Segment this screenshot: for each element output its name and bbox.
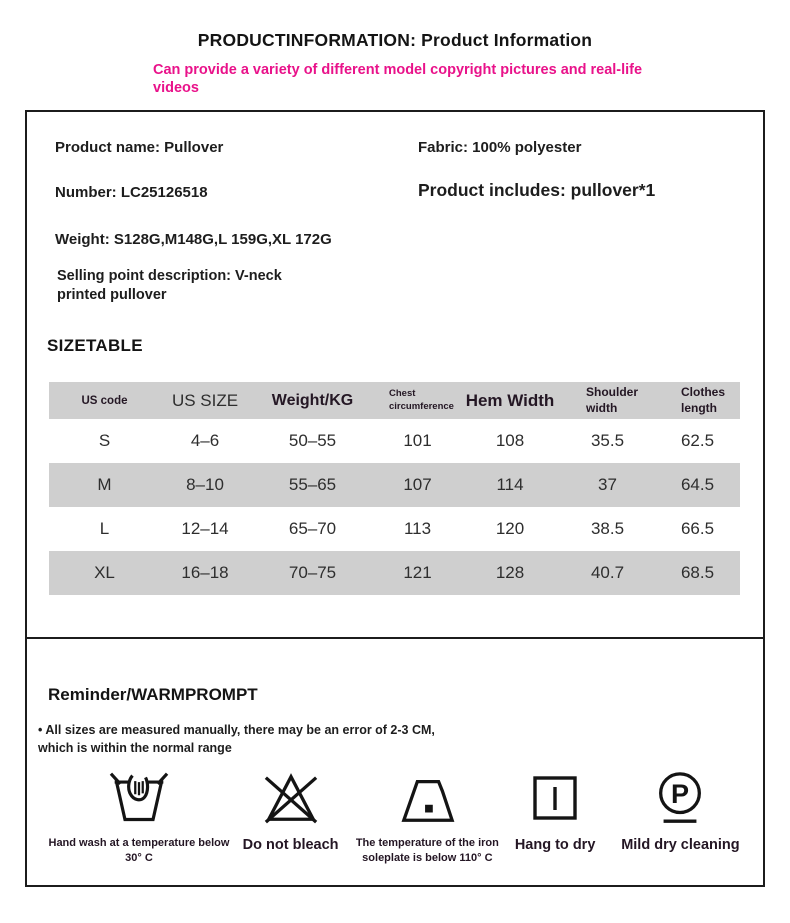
table-cell: M bbox=[97, 475, 112, 494]
column-header-shoulder: Shoulder width bbox=[586, 384, 639, 415]
reminder-box bbox=[25, 637, 765, 887]
table-cell: 62.5 bbox=[680, 431, 715, 450]
reminder-note: • All sizes are measured manually, there may be an error of 2-3 CM, which is within the normal range bbox=[38, 723, 435, 756]
hang-to-dry-icon bbox=[527, 769, 583, 827]
table-row-m bbox=[49, 463, 740, 507]
size-table bbox=[49, 382, 740, 595]
table-cell: 70–75 bbox=[288, 563, 337, 582]
table-cell: 113 bbox=[403, 519, 432, 538]
table-cell: 35.5 bbox=[590, 431, 625, 450]
table-cell: 128 bbox=[495, 563, 525, 582]
column-header-hem: Hem Width bbox=[465, 390, 555, 410]
table-cell: 55–65 bbox=[288, 475, 337, 494]
care-item-mild-dry-cleaning bbox=[606, 769, 755, 856]
care-label: Do not bleach bbox=[242, 837, 339, 853]
page-title: PRODUCTINFORMATION: Product Information bbox=[197, 30, 593, 50]
care-item-hand-wash bbox=[47, 769, 231, 866]
table-cell: 37 bbox=[598, 475, 617, 494]
page-subtitle: Can provide a variety of different model copyright pictures and real-life videos bbox=[153, 62, 643, 96]
table-cell: 64.5 bbox=[680, 475, 715, 494]
table-cell: 65–70 bbox=[288, 519, 337, 538]
size-table-heading: SIZETABLE bbox=[47, 336, 143, 355]
hand-wash-icon bbox=[106, 769, 172, 827]
table-cell: 66.5 bbox=[680, 519, 715, 538]
table-cell: 16–18 bbox=[181, 563, 229, 582]
product-weight: Weight: S128G,M148G,L 159G,XL 172G bbox=[55, 231, 332, 248]
table-cell: 68.5 bbox=[680, 563, 715, 582]
iron-low-temp-icon bbox=[396, 769, 458, 827]
table-row-s bbox=[49, 419, 740, 463]
column-header-length: Clothes length bbox=[681, 384, 726, 415]
table-cell: XL bbox=[94, 563, 115, 582]
table-cell: 108 bbox=[495, 431, 525, 450]
product-fabric: Fabric: 100% polyester bbox=[418, 139, 582, 156]
column-header-weight: Weight/KG bbox=[271, 391, 354, 409]
svg-text:P: P bbox=[671, 778, 690, 809]
care-item-hang-to-dry bbox=[504, 769, 605, 856]
table-cell: 101 bbox=[403, 431, 432, 450]
column-header-us-size: US SIZE bbox=[171, 390, 239, 410]
table-cell: 38.5 bbox=[590, 519, 625, 538]
care-label: The temperature of the iron soleplate is below 110° C bbox=[355, 837, 499, 864]
column-header-us-code: US code bbox=[81, 394, 128, 407]
product-name: Product name: Pullover bbox=[55, 139, 224, 156]
product-selling-point: Selling point description: V-neck printed pullover bbox=[57, 268, 282, 303]
table-cell: L bbox=[99, 519, 110, 538]
table-cell: 12–14 bbox=[181, 519, 229, 538]
table-row-l bbox=[49, 507, 740, 551]
table-cell: 107 bbox=[403, 475, 432, 494]
table-cell: 8–10 bbox=[186, 475, 224, 494]
care-item-iron-low bbox=[350, 769, 504, 866]
care-item-do-not-bleach bbox=[231, 769, 350, 856]
table-cell: 50–55 bbox=[288, 431, 337, 450]
care-instructions-row bbox=[47, 769, 755, 866]
table-cell: 121 bbox=[403, 563, 432, 582]
table-cell: 4–6 bbox=[190, 431, 220, 450]
do-not-bleach-icon bbox=[260, 769, 322, 827]
table-cell: 40.7 bbox=[590, 563, 625, 582]
mild-dry-clean-icon bbox=[651, 769, 709, 827]
table-cell: 120 bbox=[495, 519, 525, 538]
size-table-header-row bbox=[49, 382, 740, 419]
reminder-heading: Reminder/WARMPROMPT bbox=[48, 685, 258, 704]
table-cell: S bbox=[98, 431, 111, 450]
product-details-box bbox=[25, 110, 765, 639]
care-label: Hand wash at a temperature below 30° C bbox=[48, 837, 230, 864]
column-header-chest: Chest circumference bbox=[389, 387, 454, 412]
table-row-xl bbox=[49, 551, 740, 595]
care-label: Hang to dry bbox=[514, 837, 596, 853]
product-includes: Product includes: pullover*1 bbox=[418, 180, 656, 200]
care-label: Mild dry cleaning bbox=[621, 837, 740, 853]
table-cell: 114 bbox=[496, 475, 524, 494]
product-number: Number: LC25126518 bbox=[55, 184, 208, 201]
